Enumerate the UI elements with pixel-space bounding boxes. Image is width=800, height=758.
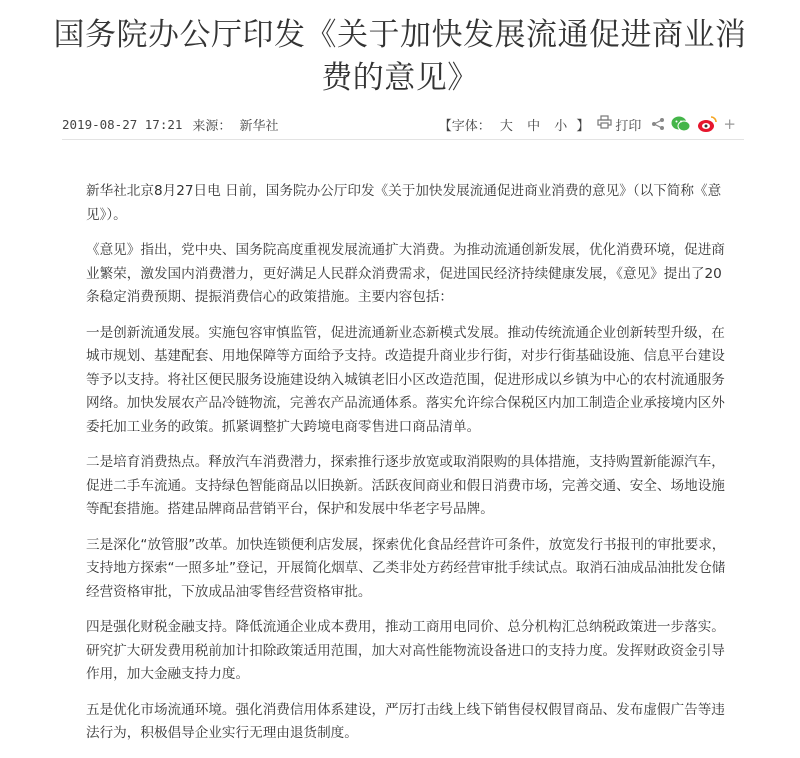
source-label: 来源：	[192, 118, 232, 134]
source-name: 新华社	[239, 118, 279, 134]
printer-icon	[597, 115, 615, 133]
article-body	[86, 180, 726, 758]
weibo-icon[interactable]	[697, 115, 717, 133]
font-size-small[interactable]: 小	[554, 118, 568, 134]
paragraph: 《意见》指出，党中央、国务院高度重视发展流通扩大消费。为推动流通创新发展，优化消费环境，促进商业繁荣，激发国内消费潜力，更好满足人民群众消费需求，促进国民经济持续健康发展，《意见》提出了20条稳定消费预期、提振消费信心的政策措施。主要内容包括：	[86, 242, 725, 305]
font-size-label: 【字体：	[438, 118, 491, 134]
font-size-control	[439, 115, 590, 134]
print-label: 打印	[615, 118, 642, 134]
paragraph: 三是深化“放管服”改革。加快连锁便利店发展，探索优化食品经营许可条件，放宽发行书报刊的审批要求，支持地方探索“一照多址”登记，开展简化烟草、乙类非处方药经营审批手续试点。取消石油成品油批发仓储经营资格审批，下放成品油零售经营资格审批。	[86, 536, 726, 600]
print-button[interactable]	[597, 115, 641, 134]
page-title: 国务院办公厅印发《关于加快发展流通促进商业消费的意见》	[53, 17, 747, 96]
font-size-large[interactable]: 大	[499, 118, 513, 134]
wechat-icon[interactable]	[671, 115, 691, 133]
share-icon[interactable]	[651, 117, 665, 131]
publish-date: 2019-08-27 17:21	[62, 116, 183, 132]
article-toolbar	[439, 115, 742, 134]
font-size-close: 】	[576, 118, 590, 134]
paragraph: 四是强化财税金融支持。降低流通企业成本费用，推动工商用电同价、总分机构汇总纳税政策进一步落实。研究扩大研发费用税前加计扣除政策适用范围，加大对高性能物流设备进口的支持力度。发挥财政资金引导作用，加大金融支持力度。	[86, 619, 725, 682]
header-divider	[62, 139, 744, 140]
paragraph: 新华社北京8月27日电 日前，国务院办公厅印发《关于加快发展流通促进商业消费的意见》（以下简称《意见》）。	[86, 183, 722, 223]
share-bar	[651, 115, 742, 133]
article-meta	[62, 112, 742, 136]
font-size-medium[interactable]: 中	[527, 118, 541, 134]
more-share-icon[interactable]: +	[723, 115, 736, 133]
paragraph: 二是培育消费热点。释放汽车消费潜力，探索推行逐步放宽或取消限购的具体措施，支持购置新能源汽车，促进二手车流通。支持绿色智能商品以旧换新。活跃夜间商业和假日消费市场，完善交通、安全、场地设施等配套措施。搭建品牌商品营销平台，保护和发展中华老字号品牌。	[86, 454, 725, 517]
paragraph: 五是优化市场流通环境。强化消费信用体系建设，严厉打击线上线下销售侵权假冒商品、发布虚假广告等违法行为，积极倡导企业实行无理由退货制度。	[86, 701, 725, 741]
paragraph: 一是创新流通发展。实施包容审慎监管，促进流通新业态新模式发展。推动传统流通企业创新转型升级，在城市规划、基建配套、用地保障等方面给予支持。改造提升商业步行街，对步行街基础设施、信息平台建设等予以支持。将社区便民服务设施建设纳入城镇老旧小区改造范围，促进形成以乡镇为中心的农村流通服务网络。加快发展农产品冷链物流，完善农产品流通体系。落实允许综合保税区内加工制造企业承接境内区外委托加工业务的政策。抓紧调整扩大跨境电商零售进口商品清单。	[86, 324, 725, 435]
